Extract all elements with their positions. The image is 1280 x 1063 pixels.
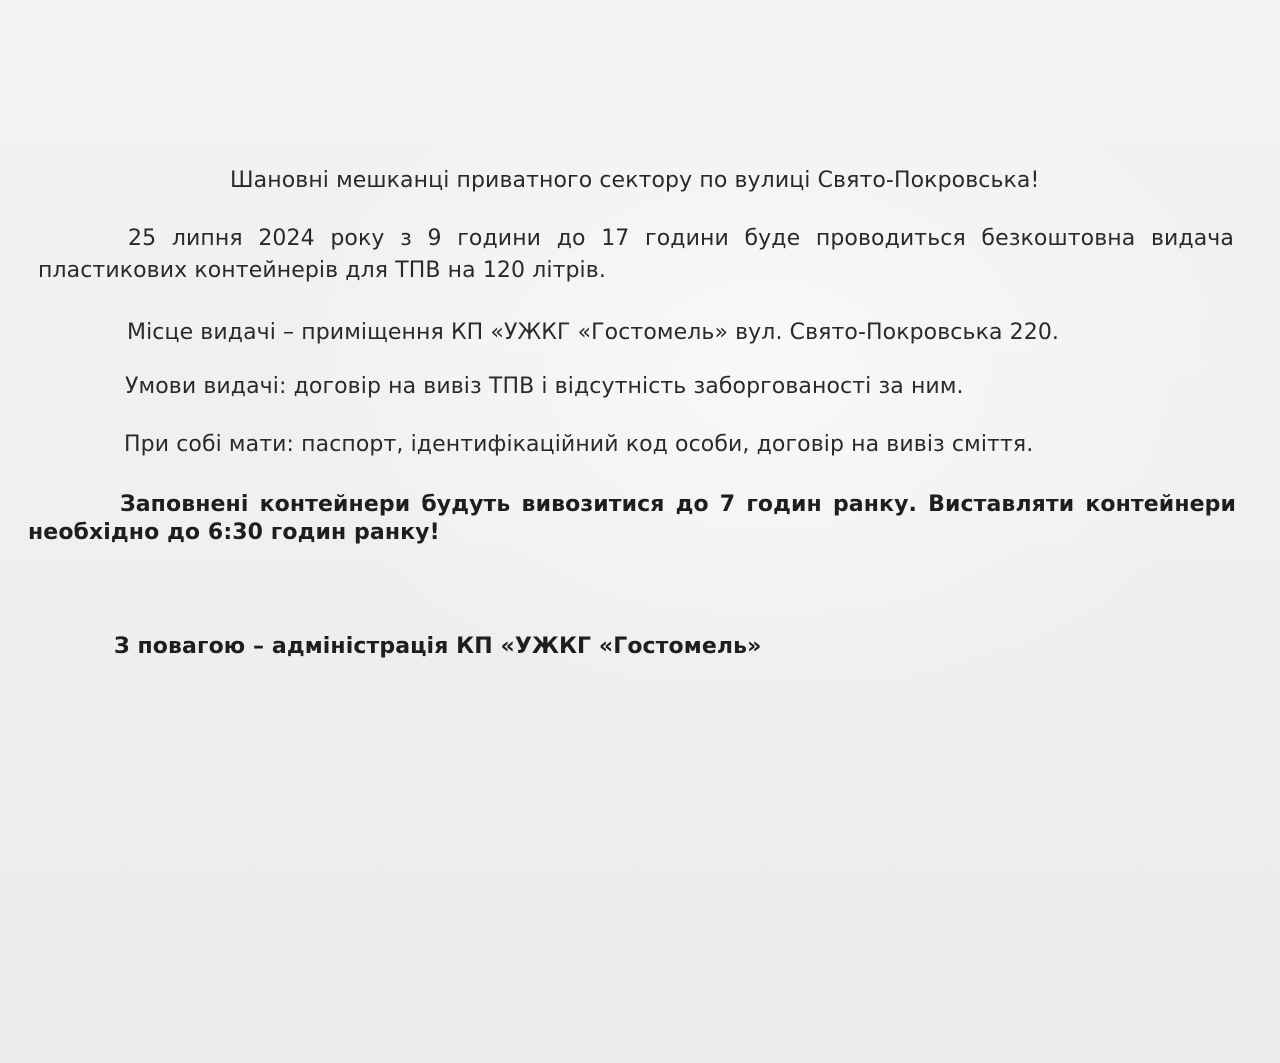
conditions-paragraph: Умови видачі: договір на вивіз ТПВ і відсутність заборгованості за ним. xyxy=(125,374,964,399)
documents-paragraph: При собі мати: паспорт, ідентифікаційний код особи, договір на вивіз сміття. xyxy=(124,432,1034,457)
date-paragraph-line-1: 25 липня 2024 року з 9 години до 17 години буде проводиться безкоштовна видача xyxy=(128,226,1234,251)
warning-paragraph-line-1: Заповнені контейнери будуть вивозитися до 7 годин ранку. Виставляти контейнери xyxy=(120,492,1236,517)
place-paragraph: Місце видачі – приміщення КП «УЖКГ «Гостомель» вул. Свято-Покровська 220. xyxy=(127,320,1060,345)
greeting-heading: Шановні мешканці приватного сектору по вулиці Свято-Покровська! xyxy=(230,168,1040,193)
signature-line: З повагою – адміністрація КП «УЖКГ «Гостомель» xyxy=(114,634,762,659)
date-paragraph-line-2: пластикових контейнерів для ТПВ на 120 літрів. xyxy=(38,258,606,283)
warning-paragraph-line-2: необхідно до 6:30 годин ранку! xyxy=(28,520,440,545)
